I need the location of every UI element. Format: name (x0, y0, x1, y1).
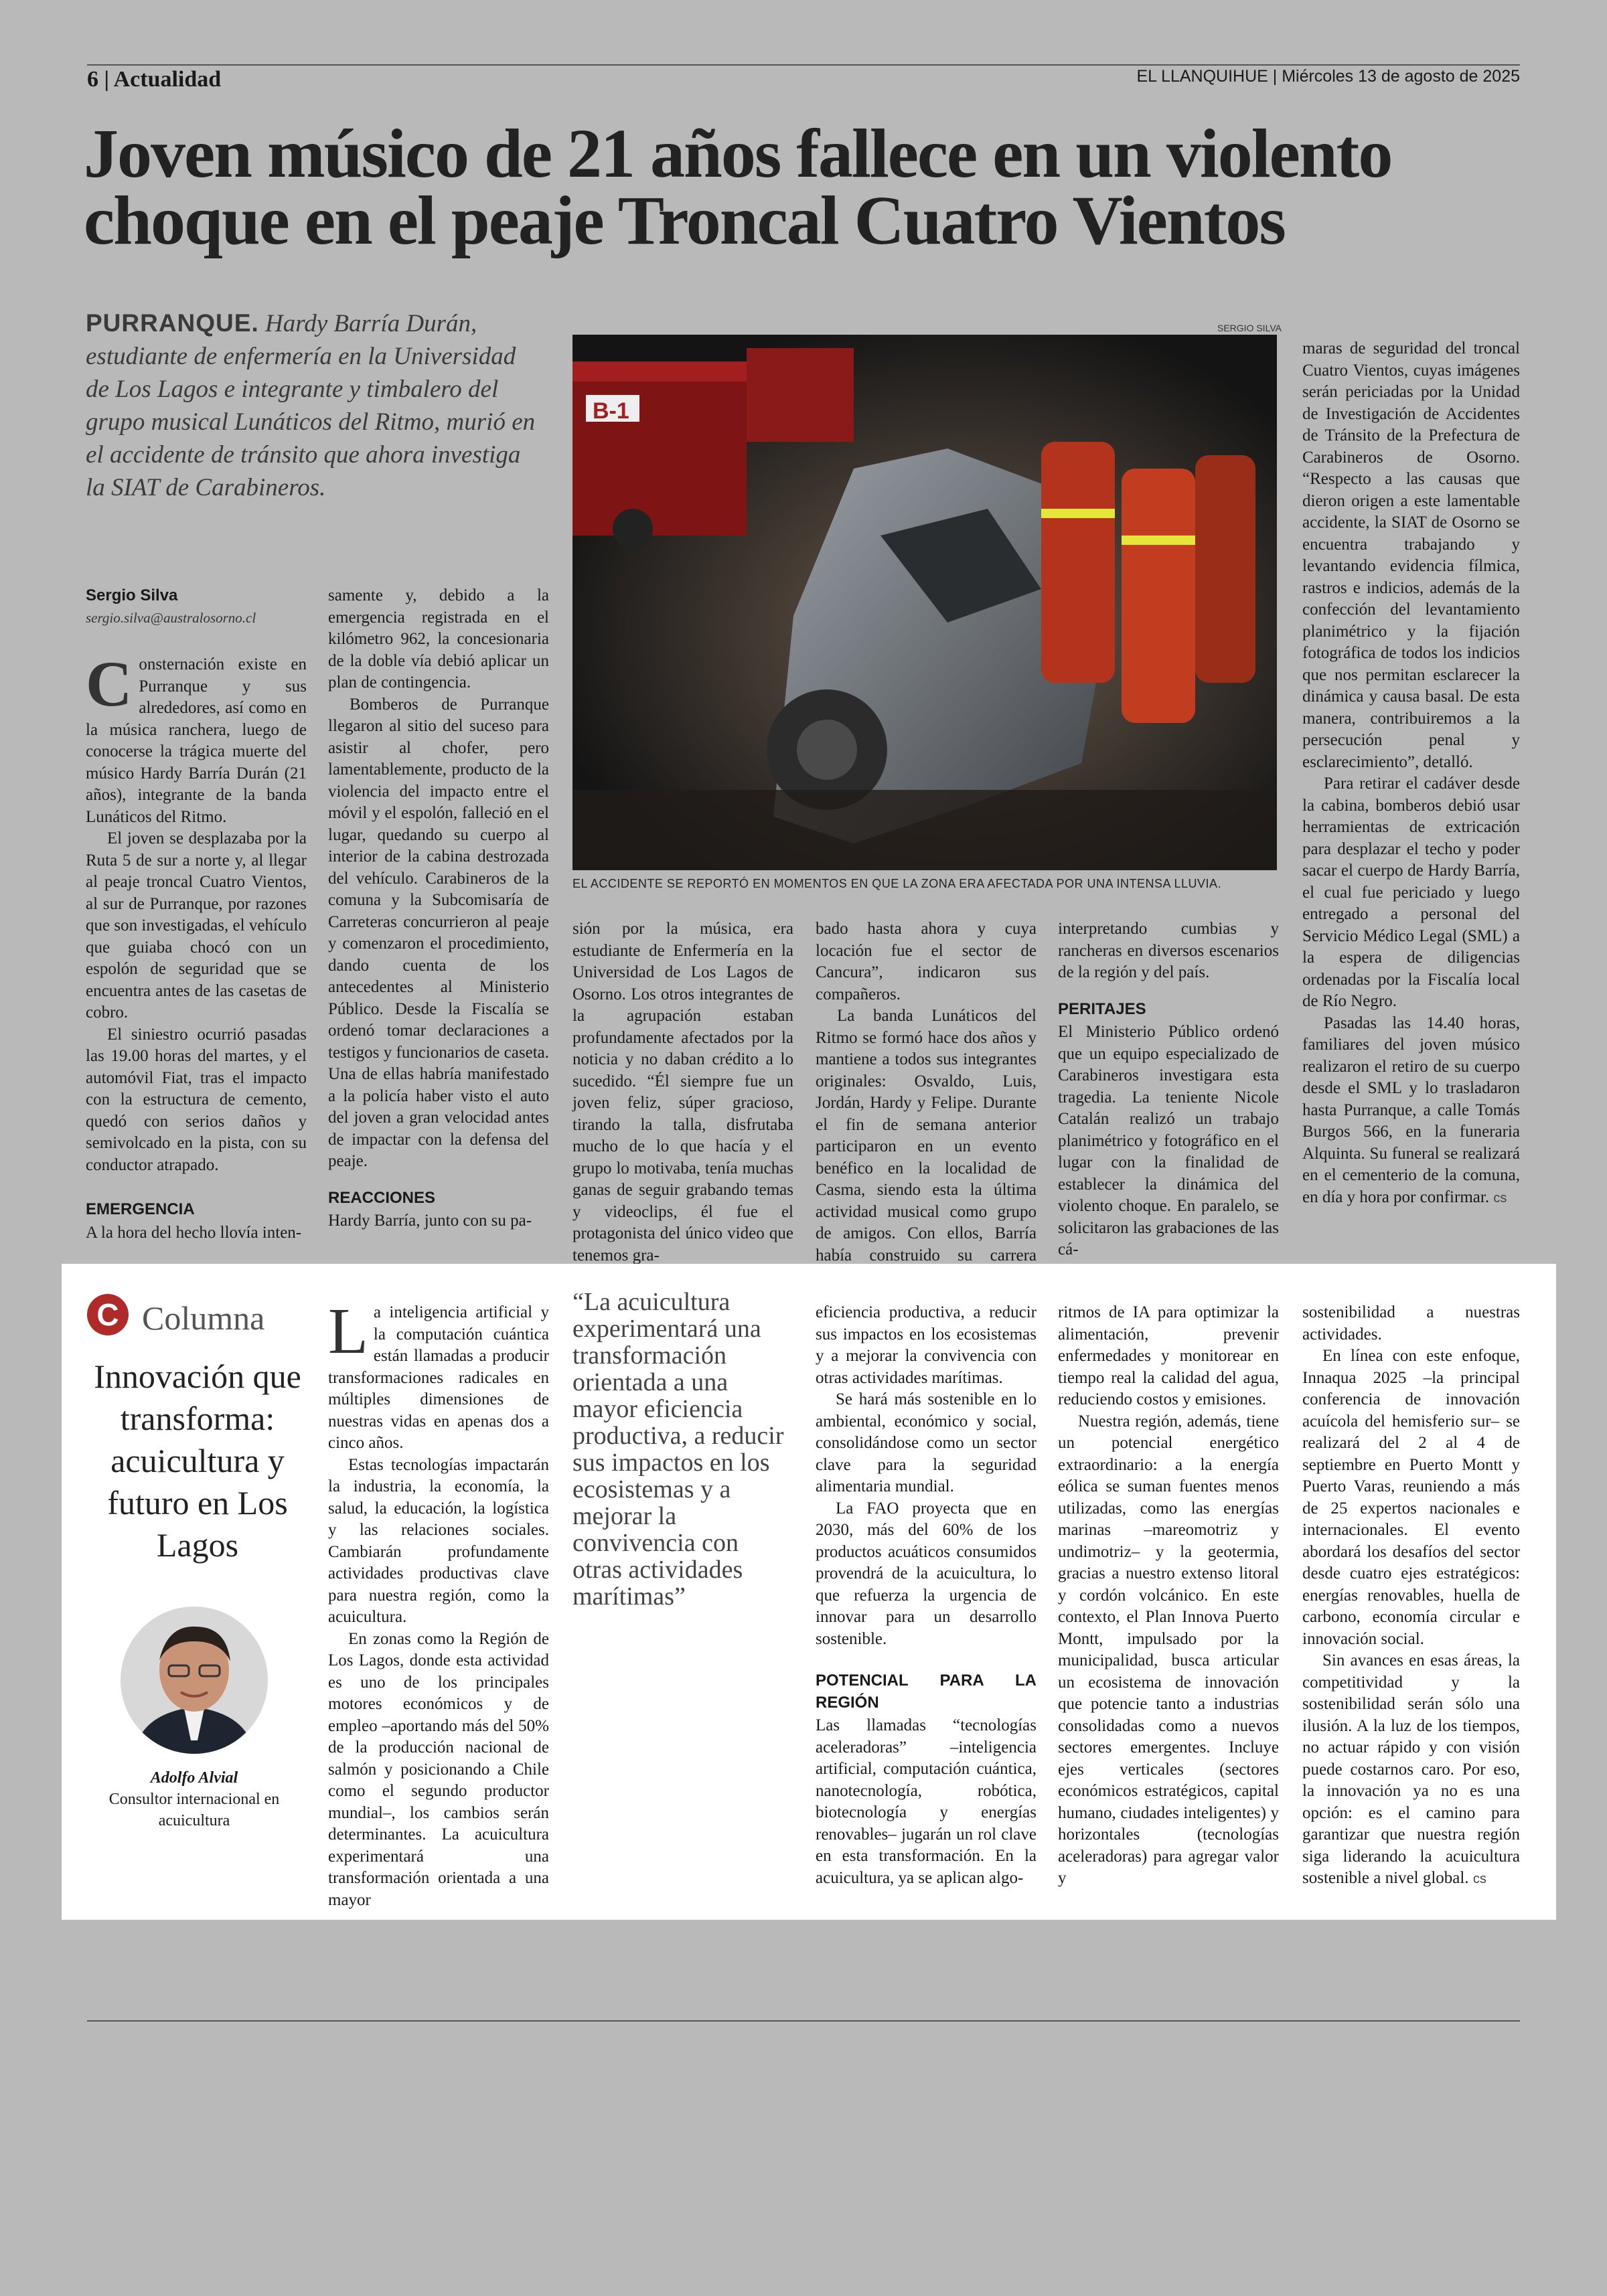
column-dropcap: L (328, 1295, 368, 1368)
paragraph: Consternación existe en Purranque y sus alrededores, así como en la música ranchera, luego de conocerse la trágica muerte del músico Hardy Barría Durán (21 años), integrante de la banda Lunáticos del Ritmo. (86, 648, 307, 826)
article-column-5 (1058, 918, 1279, 1261)
paragraph: A la hora del hecho llovía inten- (86, 1223, 302, 1242)
page-section: 6 | Actualidad (87, 67, 222, 92)
paragraph: El Ministerio Público ordenó que un equipo especializado de Carabineros investigara esta tragedia. La teniente Nicole Catalán realizó un trabajo planimétrico y fotográfico en el lugar con la finalidad de establecer la dinámica del violento choque. En paralelo, se solicitaron las grabaciones de las cá- (1058, 1023, 1279, 1258)
article-column-1 (86, 585, 307, 1244)
paragraph: Bomberos de Purranque llegaron al sitio del suceso para asistir al chofer, pero lamentablemente, producto de la violencia del impacto entre el móvil y el espolón, falleció en el lugar, quedando su cuerpo al interior de la cabina destrozada del vehículo. Carabineros de la comuna y la Subcomisaría de Carreteras concurrieron al peaje y comenzaron el procedimiento, dando cuenta de los antecedentes al Ministerio Público. Desde la Fiscalía se ordenó tomar declaraciones a testigos y funcionarios de caseta. Una de ellas habría manifestado a la policía haber visto el auto del joven a gran velocidad antes de impactar con la defensa del peaje. (328, 695, 549, 1170)
dropcap: C (86, 648, 133, 720)
column-text-5 (1302, 1302, 1520, 1890)
column-logo: C (87, 1294, 129, 1335)
paragraph: bado hasta ahora y cuya locación fue el sector de Cancura”, indicaron sus compañeros. (816, 920, 1037, 1003)
footer-rule (87, 2020, 1520, 2022)
author-role: Consultor internacional en acuicultura (108, 1791, 280, 1829)
photo-caption: EL ACCIDENTE SE REPORTÓ EN MOMENTOS EN QUE LA ZONA ERA AFECTADA POR UNA INTENSA LLUVIA. (572, 877, 1222, 890)
photo-credit: SERGIO SILVA (1217, 323, 1282, 333)
truck-label: B-1 (593, 398, 629, 424)
paragraph: En zonas como la Región de Los Lagos, donde esta actividad es uno de los principales motores económicos y de empleo –aportando más del 50% de la producción nacional de salmón y posicionando a Chile como el segundo productor mundial–, los cambios serán determinantes. La acuicultura experimentará una transformación orientada a una mayor (328, 1629, 549, 1909)
paragraph: Se hará más sostenible en lo ambiental, económico y social, consolidándose como un sector clave para la seguridad alimentaria mundial. (816, 1390, 1037, 1495)
paragraph: Para retirar el cadáver desde la cabina, bomberos debió usar herramientas de extricación para desplazar el techo y poder sacar el cuerpo de Hardy Barría, el cual fue periciado y luego entregado a personal del Servicio Médico Legal (SML) a la espera de diligencias ordenadas por la Fiscalía local de Río Negro. (1302, 774, 1520, 1010)
paragraph: En línea con este enfoque, Innaqua 2025 –la principal conferencia de innovación acuícola del hemisferio sur– se realizará del 2 al 4 de septiembre en Puerto Montt y Puerto Varas, reuniendo a más de 25 expertos nacionales e internacionales. El evento abordará los desafíos del sector desde cuatro ejes estratégicos: energías renovables, huella de carbono, economía circular e innovación social. (1302, 1347, 1520, 1648)
paragraph: Las llamadas “tecnologías aceleradoras” –inteligencia artificial, computación cuántica, nanotecnología, robótica, biotecnología y energías renovables– jugarán un rol clave en esta transformación. En la acuicultura, ya se aplican algo- (816, 1716, 1037, 1887)
column-text-4 (1058, 1302, 1279, 1890)
column-author (87, 1767, 301, 1831)
byline-name: Sergio Silva (86, 586, 178, 604)
header-rule (87, 64, 1520, 66)
end-mark: cs (1493, 1190, 1507, 1206)
column-title: Innovación que transforma: acuicultura y futuro en Los Lagos (94, 1358, 301, 1564)
article-column-2 (328, 585, 549, 1232)
lede-text: Hardy Barría Durán, estudiante de enfermería en la Universidad de Los Lagos e integrante y timbalero del grupo musical Lunáticos del Ritmo, murió en el accidente de tránsito que ahora investiga la SIAT de Carabineros. (86, 310, 536, 501)
lede-location: PURRANQUE. (86, 309, 259, 337)
paragraph: La inteligencia artificial y la computación cuántica están llamadas a producir transformaciones radicales en múltiples dimensiones de nuestras vidas en apenas dos a cinco años. (328, 1295, 549, 1452)
author-name: Adolfo Alvial (150, 1769, 238, 1787)
paragraph: Sin avances en esas áreas, la competitividad y la sostenibilidad serán sólo una ilusión. A la luz de los tiempos, no actuar rápido y con visión puede costarnos caro. Por eso, la innovación ya no es una opción: es el camino para garantizar que nuestra región siga liderando la acuicultura sostenible a nivel global. cs (1302, 1651, 1520, 1887)
column-text-1 (328, 1295, 549, 1911)
subhead-reacciones: REACCIONES (328, 1188, 436, 1207)
subhead-peritajes: PERITAJES (1058, 999, 1146, 1018)
subhead-potencial: POTENCIAL PARA LA REGIÓN (816, 1671, 1037, 1712)
column-text-3 (816, 1302, 1037, 1889)
headline: Joven músico de 21 años fallece en un violento choque en el peaje Troncal Cuatro Vientos (84, 115, 1392, 259)
paragraph: ritmos de IA para optimizar la alimentación, prevenir enfermedades y monitorear en tiempo real la calidad del agua, reduciendo costos y emisiones. (1058, 1303, 1279, 1408)
article-column-3 (572, 918, 793, 1266)
paragraph: eficiencia productiva, a reducir sus impactos en los ecosistemas y a mejorar la convivencia con otras actividades marítimas. (816, 1303, 1037, 1387)
column-label: Columna (142, 1299, 265, 1337)
byline-email: sergio.silva@australosorno.cl (86, 609, 256, 626)
accident-photo (572, 335, 1277, 870)
article-column-4 (816, 918, 1037, 1289)
paragraph: La banda Lunáticos del Ritmo se formó hace dos años y mantiene a todos sus integrantes originales: Osvaldo, Luis, Jordán, Hardy y Felipe. Durante el fin de semana anterior participaron en un evento benéfico en la localidad de Casma, siendo esta la última actividad musical como grupo de amigos. Con ellos, Barría había construido su carrera (816, 1007, 1037, 1264)
paper-date: EL LLANQUIHUE | Miércoles 13 de agosto de 2025 (1136, 67, 1520, 86)
paragraph: La FAO proyecta que en 2030, más del 60% de los productos acuáticos consumidos provendrá de la acuicultura, lo que refuerza la urgencia de innovar para un desarrollo sostenible. (816, 1499, 1037, 1648)
subhead-emergencia: EMERGENCIA (86, 1200, 195, 1218)
pull-quote: “La acuicultura experimentará una transformación orientada a una mayor eficiencia productiva, a reducir sus impactos en los ecosistemas y a mejorar la convivencia con otras actividades marítimas” (572, 1288, 784, 1611)
paragraph: samente y, debido a la emergencia registrada en el kilómetro 962, la concesionaria de la doble vía debió aplicar un plan de contingencia. (328, 586, 549, 691)
paragraph: Nuestra región, además, tiene un potencial energético extraordinario: a la energía eólica se suman fuentes menos utilizadas, como las energías marinas –mareomotriz y undimotriz– y la geotermia, gracias a nuestro extenso litoral y cordón volcánico. En este contexto, el Plan Innova Puerto Montt, impulsado por la municipalidad, busca articular un ecosistema de innovación que potencie tanto a industrias consolidadas como a nuevos sectores emergentes. Incluye ejes verticales (sectores económicos estratégicos, capital humano, ciudades inteligentes) y horizontales (tecnologías aceleradoras) para agregar valor y (1058, 1412, 1279, 1887)
paragraph: sostenibilidad a nuestras actividades. (1302, 1303, 1520, 1343)
article-column-6 (1302, 338, 1520, 1209)
lede (86, 307, 541, 504)
end-mark: cs (1472, 1872, 1486, 1886)
paragraph: Hardy Barría, junto con su pa- (328, 1212, 532, 1230)
paragraph: Pasadas las 14.40 horas, familiares del joven músico realizaron el retiro de su cuerpo desde el SML y lo trasladaron hasta Purranque, a calle Tomás Burgos 566, en la funeraria Alquinta. Su funeral se realizará en el cementerio de la comuna, en día y hora por confirmar. cs (1302, 1013, 1520, 1206)
paragraph: Estas tecnologías impactarán la industria, la economía, la salud, la educación, la logística y las relaciones sociales. Cambiarán profundamente actividades productivas clave para nuestra región, como la acuicultura. (328, 1455, 549, 1626)
paragraph: sión por la música, era estudiante de Enfermería en la Universidad de Los Lagos de Osorno. Los otros integrantes de la agrupación estaban profundamente afectados por la noticia y no daban crédito a lo sucedido. “Él siempre fue un joven feliz, súper gracioso, tirando la talla, disfrutaba mucho de lo que hacía y el grupo lo motivaba, tenía muchas ganas de seguir grabando temas y videoclips, él fue el protagonista del único video que tenemos gra- (572, 920, 793, 1264)
paragraph: maras de seguridad del troncal Cuatro Vientos, cuyas imágenes serán periciadas por la Unidad de Investigación de Accidentes de Tránsito de la Prefectura de Carabineros de Osorno. “Respecto a las causas que dieron origen a este lamentable accidente, la SIAT de Osorno se encuentra trabajando y levantando evidencia fílmica, rastros e indicios, además de la confección del levantamiento planimétrico y la fijación fotográfica de todos los indicios que nos permitan esclarecer la dinámica y causa basal. De esta manera, contribuiremos a la persecución penal y esclarecimiento”, detalló. (1302, 339, 1520, 771)
author-photo (121, 1607, 268, 1754)
paragraph: interpretando cumbias y rancheras en diversos escenarios de la región y del país. (1058, 920, 1279, 981)
paragraph: El siniestro ocurrió pasadas las 19.00 horas del martes, y el automóvil Fiat, tras el impacto con la estructura de cemento, quedó con serios daños y semivolcado en la pista, con su conductor atrapado. (86, 1025, 307, 1174)
paragraph: El joven se desplazaba por la Ruta 5 de sur a norte y, al llegar al peaje troncal Cuatro Vientos, al sur de Purranque, por razones que son investigadas, el vehículo que guiaba chocó con un espolón de seguridad que se encuentra antes de las casetas de cobro. (86, 829, 307, 1021)
